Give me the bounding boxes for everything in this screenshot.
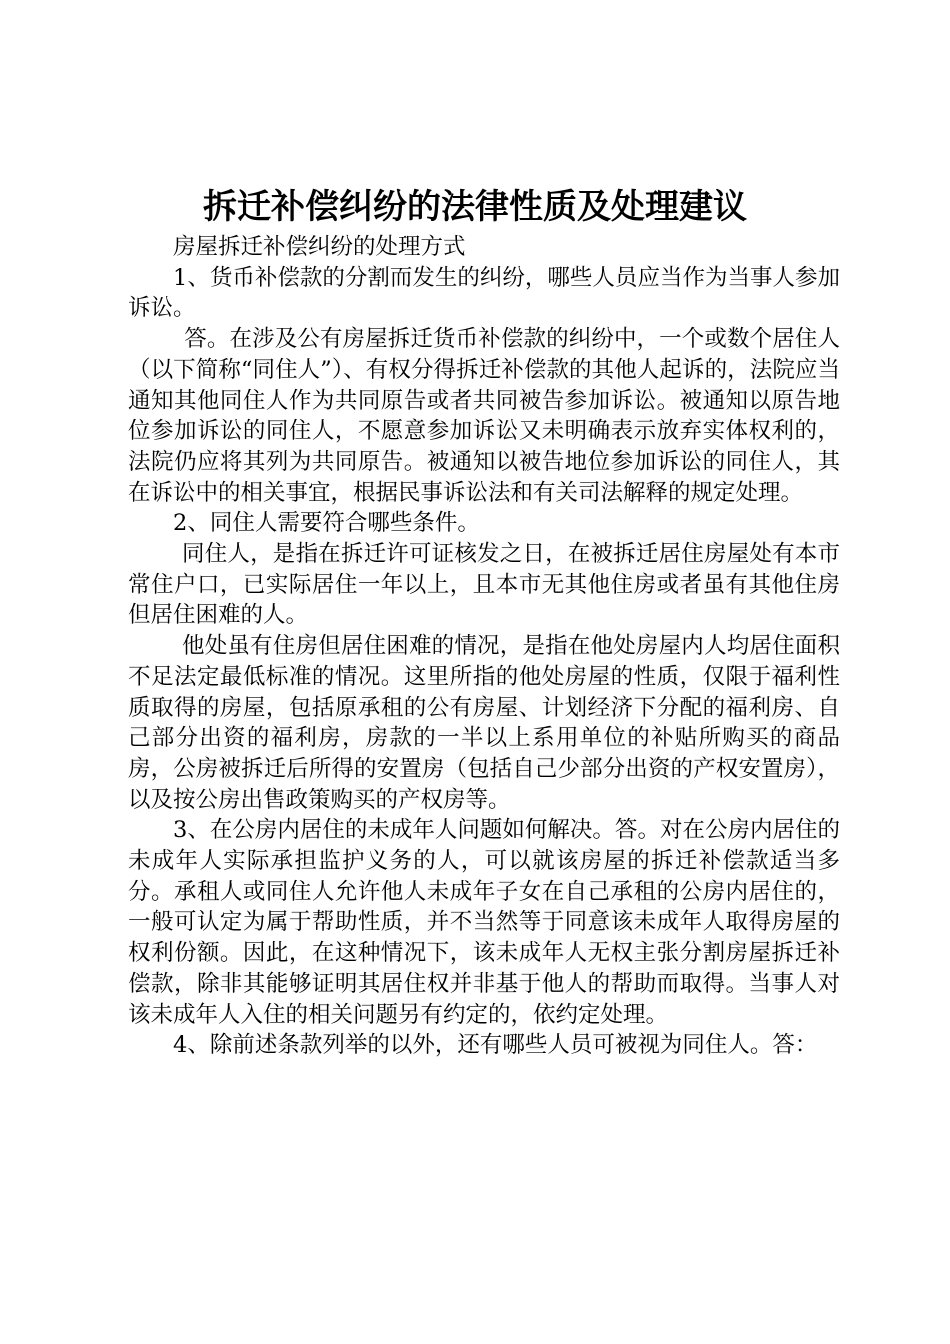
answer-2-difficulty: 他处虽有住房但居住困难的情况，是指在他处房屋内人均居住面积不足法定最低标准的情况。这里所指的他处房屋的性质，仅限于福利性质取得的房屋，包括原承租的公有房屋、计划经济下分配的福利房、自己部分出资的福利房，房款的一半以上系用单位的补贴所购买的商品房，公房被拆迁后所得的安置房（包括自己少部分出资的产权安置房），以及按公房出售政策购买的产权房等。 — [128, 633, 840, 813]
section-heading: 房屋拆迁补偿纠纷的处理方式 — [173, 234, 466, 260]
document-body — [128, 232, 840, 1061]
question-2: 2、同住人需要符合哪些条件。 — [173, 510, 480, 537]
document-title: 拆迁补偿纠纷的法律性质及处理建议 — [203, 187, 747, 227]
answer-1: 答。在涉及公有房屋拆迁货币补偿款的纠纷中，一个或数个居住人（以下简称“同住人”）、有权分得拆迁补偿款的其他人起诉的，法院应当通知其他同住人作为共同原告或者共同被告参加诉讼。被通知以原告地位参加诉讼的同住人，不愿意参加诉讼又未明确表示放弃实体权利的，法院仍应将其列为共同原告。被通知以被告地位参加诉讼的同住人，其在诉讼中的相关事宜，根据民事诉讼法和有关司法解释的规定处理。 — [128, 326, 840, 506]
question-3-and-answer: 3、在公房内居住的未成年人问题如何解决。答。对在公房内居住的未成年人实际承担监护义务的人，可以就该房屋的拆迁补偿款适当多分。承租人或同住人允许他人未成年子女在自己承租的公房内居住的，一般可认定为属于帮助性质，并不当然等于同意该未成年人取得房屋的权利份额。因此，在这种情况下，该未成年人无权主张分割房屋拆迁补偿款，除非其能够证明其居住权并非基于他人的帮助而取得。当事人对该未成年人入住的相关问题另有约定的，依约定处理。 — [128, 817, 840, 1028]
question-4: 4、除前述条款列举的以外，还有哪些人员可被视为同住人。答： — [173, 1032, 818, 1059]
answer-2-definition: 同住人，是指在拆迁许可证核发之日，在被拆迁居住房屋处有本市常住户口，已实际居住一年以上，且本市无其他住房或者虽有其他住房但居住困难的人。 — [128, 541, 840, 629]
question-1: 1、货币补偿款的分割而发生的纠纷，哪些人员应当作为当事人参加诉讼。 — [128, 264, 840, 322]
